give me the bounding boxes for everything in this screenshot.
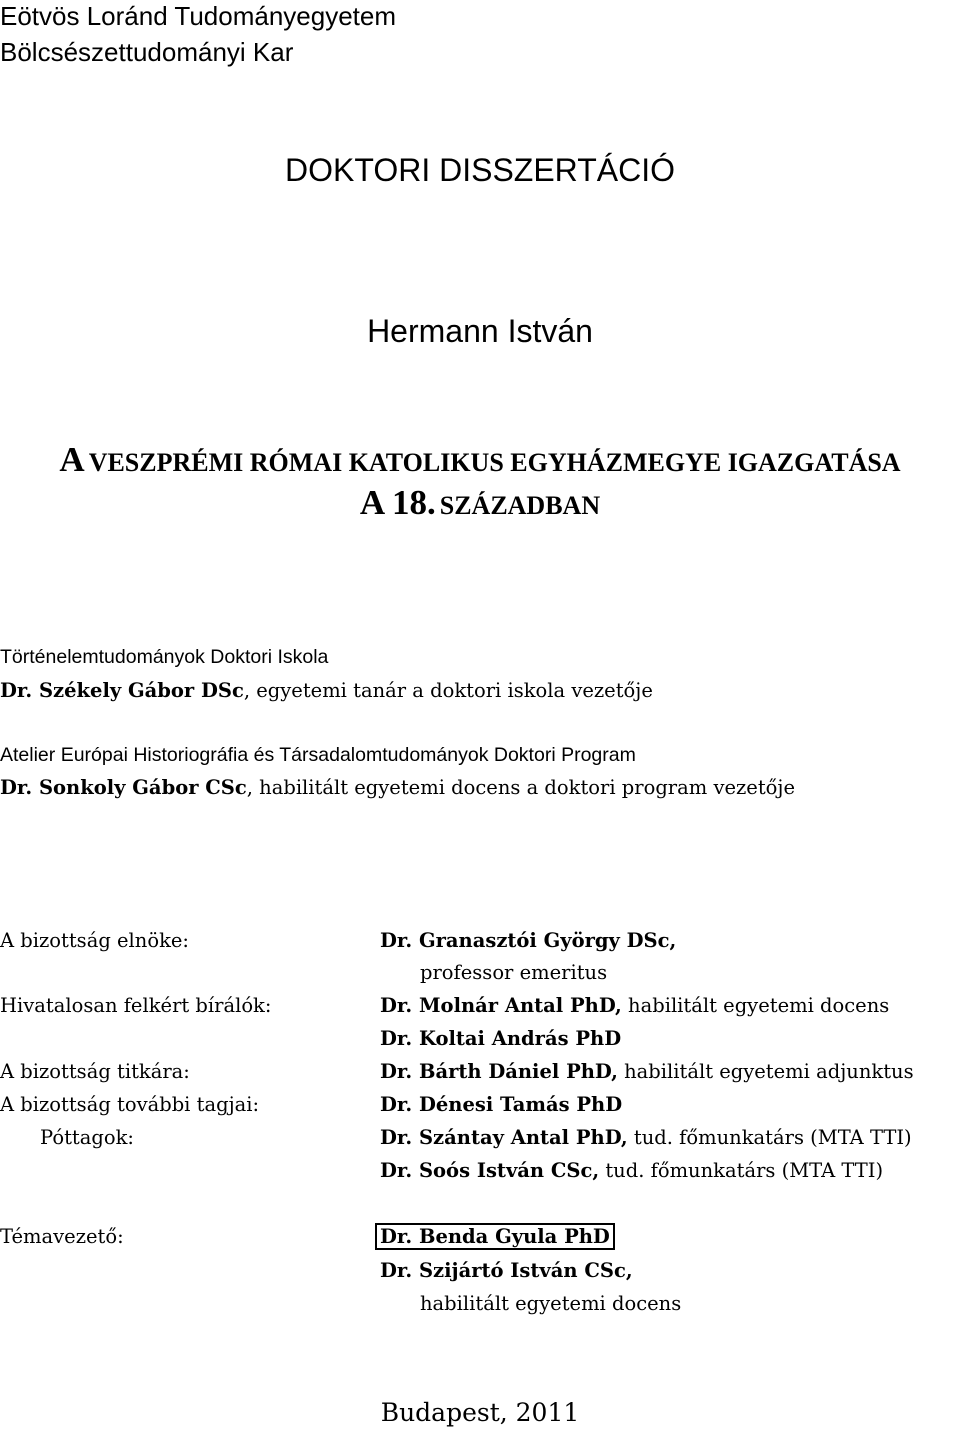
supervisor-2-role: habilitált egyetemi docens bbox=[420, 1292, 682, 1315]
secretary-role: habilitált egyetemi adjunktus bbox=[617, 1060, 914, 1083]
thesis-title-rest-1: VESZPRÉMI RÓMAI KATOLIKUS EGYHÁZMEGYE IGAZGATÁSA bbox=[88, 448, 901, 477]
author-name: Hermann István bbox=[367, 313, 593, 349]
supervisor-label: Témavezető: bbox=[0, 1225, 124, 1248]
substitute-1-role: tud. főmunkatárs (MTA TTI) bbox=[627, 1126, 912, 1149]
substitutes-label: Póttagok: bbox=[40, 1126, 134, 1149]
substitute-2-name: Dr. Soós István CSc, bbox=[380, 1159, 600, 1182]
substitute-2-role: tud. főmunkatárs (MTA TTI) bbox=[599, 1159, 884, 1182]
substitute-1 bbox=[380, 1125, 912, 1151]
document-type: DOKTORI DISSZERTÁCIÓ bbox=[285, 152, 675, 188]
supervisor-2-name: Dr. Szijártó István CSc, bbox=[380, 1259, 633, 1282]
reviewer-1-role: habilitált egyetemi docens bbox=[621, 994, 890, 1017]
doctoral-program-head-role: , habilitált egyetemi docens a doktori program vezetője bbox=[246, 776, 795, 799]
thesis-title-initial-1: A bbox=[59, 440, 85, 479]
member-1-name: Dr. Dénesi Tamás PhD bbox=[380, 1093, 623, 1116]
thesis-title-initial-2: A 18. bbox=[359, 483, 436, 522]
secretary bbox=[380, 1059, 914, 1085]
doctoral-program-name: Atelier Európai Historiográfia és Társadalomtudományok Doktori Program bbox=[0, 744, 636, 766]
doctoral-school-head bbox=[0, 678, 653, 704]
doctoral-program-head-name: Dr. Sonkoly Gábor CSc bbox=[0, 776, 247, 799]
supervisor-1-name bbox=[380, 1224, 613, 1250]
faculty-name: Bölcsészettudományi Kar bbox=[0, 37, 294, 67]
place-and-year: Budapest, 2011 bbox=[380, 1398, 580, 1427]
reviewer-1 bbox=[380, 993, 889, 1019]
reviewer-2-name: Dr. Koltai András PhD bbox=[380, 1027, 622, 1050]
chair-name: Dr. Granasztói György DSc, bbox=[380, 929, 677, 952]
members-label: A bizottság további tagjai: bbox=[0, 1093, 260, 1116]
committee-chair-label: A bizottság elnöke: bbox=[0, 929, 190, 952]
doctoral-school-head-name: Dr. Székely Gábor DSc bbox=[0, 679, 244, 702]
secretary-label: A bizottság titkára: bbox=[0, 1060, 190, 1083]
university-name: Eötvös Loránd Tudományegyetem bbox=[0, 1, 397, 31]
doctoral-program-head bbox=[0, 775, 795, 801]
reviewers-label: Hivatalosan felkért bírálók: bbox=[0, 994, 272, 1017]
thesis-title-line-1 bbox=[0, 440, 960, 480]
doctoral-school-head-role: , egyetemi tanár a doktori iskola vezetője bbox=[243, 679, 653, 702]
thesis-title-line-2 bbox=[0, 483, 960, 523]
thesis-title-rest-2: SZÁZADBAN bbox=[439, 491, 601, 520]
secretary-name: Dr. Bárth Dániel PhD, bbox=[380, 1060, 618, 1083]
supervisor-1-name-boxed: Dr. Benda Gyula PhD bbox=[377, 1225, 613, 1248]
reviewer-1-name: Dr. Molnár Antal PhD, bbox=[380, 994, 622, 1017]
substitute-2 bbox=[380, 1158, 883, 1184]
substitute-1-name: Dr. Szántay Antal PhD, bbox=[380, 1126, 628, 1149]
doctoral-school-name: Történelemtudományok Doktori Iskola bbox=[0, 646, 329, 668]
chair-role: professor emeritus bbox=[420, 961, 608, 984]
